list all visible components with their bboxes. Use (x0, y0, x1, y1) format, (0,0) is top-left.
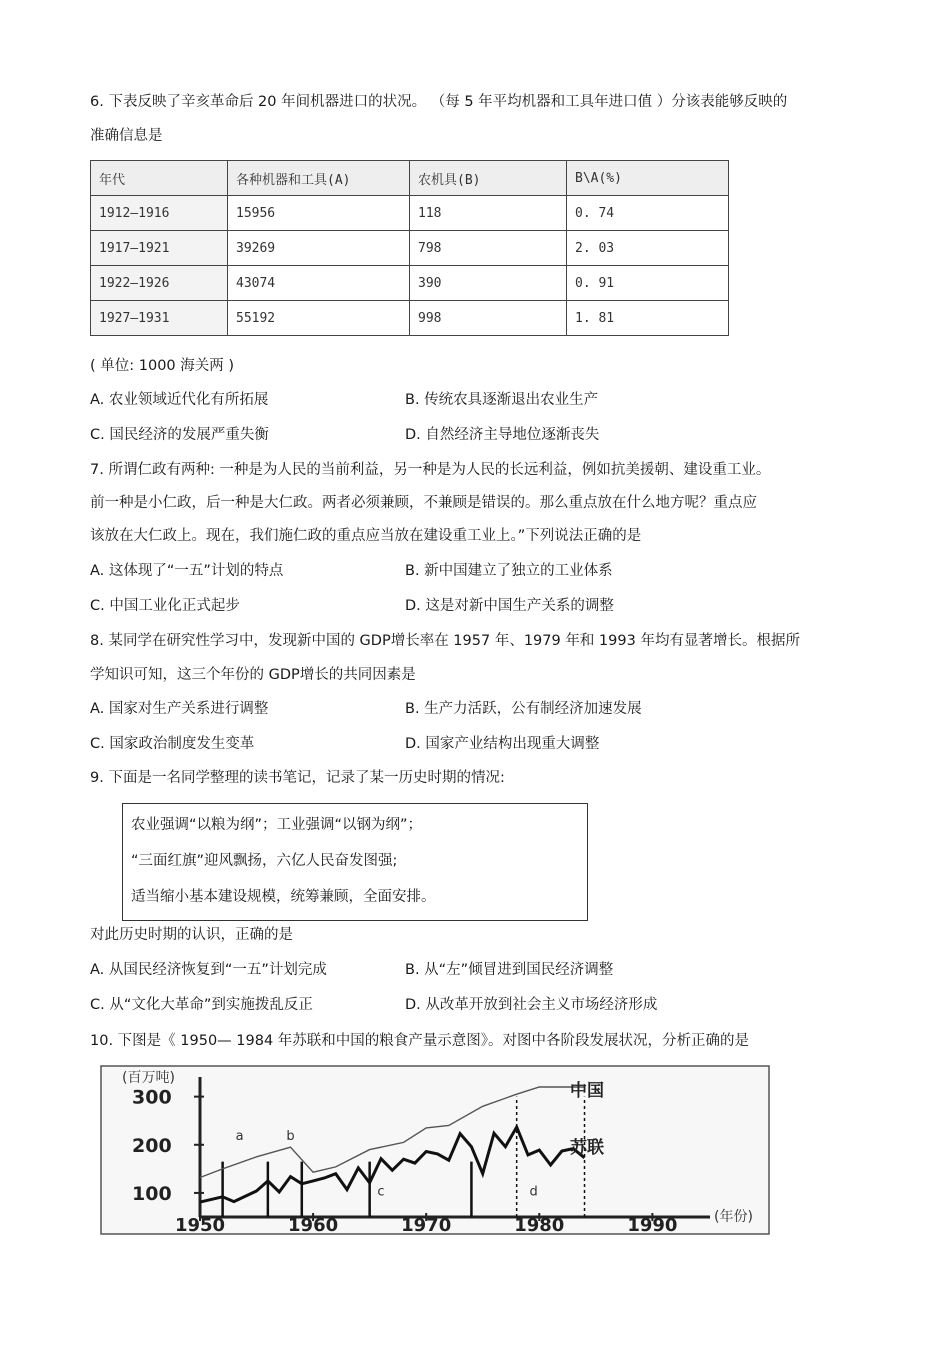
table-cell: 1. 81 (567, 301, 729, 336)
table-cell: 998 (410, 301, 567, 336)
table-row (91, 231, 729, 266)
q9-notes-box (122, 803, 588, 921)
q9-option-a[interactable]: A. 从国民经济恢复到“一五”计划完成 (90, 962, 327, 978)
table-cell: 798 (410, 231, 567, 266)
table-cell: 15956 (228, 196, 410, 231)
q7-option-a[interactable]: A. 这体现了“一五”计划的特点 (90, 563, 284, 579)
q7-stem-line2: 前一种是小仁政，后一种是大仁政。两者必须兼顾，不兼顾是错误的。那么重点放在什么地方呢？重点应 (90, 495, 757, 511)
x-tick-label: 1950 (174, 1215, 226, 1235)
q9-option-d[interactable]: D. 从改革开放到社会主义市场经济形成 (405, 997, 658, 1013)
table-cell: 0. 91 (567, 266, 729, 301)
y-tick-label: 100 (132, 1182, 172, 1205)
y-axis-label: (百万吨) (122, 1070, 175, 1086)
table-cell: 118 (410, 196, 567, 231)
q9-note-line: 适当缩小基本建设规模，统筹兼顾，全面安排。 (131, 889, 436, 905)
q8-option-c[interactable]: C. 国家政治制度发生变革 (90, 736, 255, 752)
table-row (91, 196, 729, 231)
series-name-label: 中国 (570, 1081, 604, 1101)
q9-option-b[interactable]: B. 从“左”倾冒进到国民经济调整 (405, 962, 614, 978)
table-header: 各种机器和工具(A) (228, 161, 410, 196)
q9-stem-line2: 对此历史时期的认识，正确的是 (90, 927, 293, 943)
q6-option-c[interactable]: C. 国民经济的发展严重失衡 (90, 427, 269, 443)
q7-option-d[interactable]: D. 这是对新中国生产关系的调整 (405, 598, 614, 614)
phase-label: a (235, 1128, 244, 1144)
q8-option-a[interactable]: A. 国家对生产关系进行调整 (90, 701, 269, 717)
phase-label: c (377, 1184, 385, 1200)
q6-unit: ( 单位: 1000 海关两 ) (90, 358, 235, 374)
q6-option-b[interactable]: B. 传统农具逐渐退出农业生产 (405, 392, 599, 408)
q6-stem-line1: 6. 下表反映了辛亥革命后 20 年间机器进口的状况。 （每 5 年平均机器和工具年进口值 ）分该表能够反映的 (90, 94, 788, 110)
table-row (91, 301, 729, 336)
table-cell: 1912—1916 (91, 196, 228, 231)
q7-stem-line1: 7. 所谓仁政有两种: 一种是为人民的当前利益，另一种是为人民的长远利益，例如抗美援朝、建设重工业。 (90, 462, 771, 478)
q7-stem-line3: 该放在大仁政上。现在，我们施仁政的重点应当放在建设重工业上。”下列说法正确的是 (90, 528, 642, 544)
table-cell: 390 (410, 266, 567, 301)
q6-table (90, 160, 729, 336)
x-tick-label: 1960 (288, 1215, 339, 1235)
table-header: B\A(%) (567, 161, 729, 196)
table-cell: 43074 (228, 266, 410, 301)
x-tick-label: 1990 (627, 1215, 678, 1235)
q6-option-d[interactable]: D. 自然经济主导地位逐渐丧失 (405, 427, 600, 443)
q8-option-b[interactable]: B. 生产力活跃，公有制经济加速发展 (405, 701, 642, 717)
y-tick-label: 200 (132, 1134, 172, 1157)
q8-stem-line1: 8. 某同学在研究性学习中，发现新中国的 GDP增长率在 1957 年、1979 年和 1993 年均有显著增长。根据所 (90, 633, 800, 649)
q8-stem-line2: 学知识可知，这三个年份的 GDP增长的共同因素是 (90, 667, 416, 683)
table-cell: 1917—1921 (91, 231, 228, 266)
x-axis-label: (年份) (714, 1209, 753, 1225)
q7-option-c[interactable]: C. 中国工业化正式起步 (90, 598, 240, 614)
table-cell: 2. 03 (567, 231, 729, 266)
table-cell: 39269 (228, 231, 410, 266)
y-tick-label: 300 (132, 1086, 172, 1109)
q9-option-c[interactable]: C. 从“文化大革命”到实施拨乱反正 (90, 997, 313, 1013)
x-tick-label: 1970 (401, 1215, 452, 1235)
table-cell: 1922—1926 (91, 266, 228, 301)
table-header-row (91, 161, 729, 196)
q6-option-a[interactable]: A. 农业领域近代化有所拓展 (90, 392, 269, 408)
table-cell: 1927—1931 (91, 301, 228, 336)
grain-output-chart (100, 1065, 770, 1235)
q9-note-line: “三面红旗”迎风飘扬，六亿人民奋发图强; (131, 853, 398, 869)
x-tick-label: 1980 (514, 1215, 565, 1235)
phase-label: b (286, 1128, 295, 1144)
q6-stem-line2: 准确信息是 (90, 128, 163, 144)
q10-stem-line1: 10. 下图是《 1950— 1984 年苏联和中国的粮食产量示意图》。对图中各阶段发展状况，分析正确的是 (90, 1033, 750, 1049)
phase-label: d (529, 1184, 538, 1200)
series-name-label: 苏联 (570, 1138, 604, 1158)
q9-stem-line1: 9. 下面是一名同学整理的读书笔记，记录了某一历史时期的情况: (90, 770, 505, 786)
q7-option-b[interactable]: B. 新中国建立了独立的工业体系 (405, 563, 613, 579)
table-header: 农机具(B) (410, 161, 567, 196)
table-cell: 0. 74 (567, 196, 729, 231)
table-row (91, 266, 729, 301)
q8-option-d[interactable]: D. 国家产业结构出现重大调整 (405, 736, 600, 752)
table-header: 年代 (91, 161, 228, 196)
q9-note-line: 农业强调“以粮为纲”；工业强调“以钢为纲”； (131, 817, 423, 833)
table-cell: 55192 (228, 301, 410, 336)
